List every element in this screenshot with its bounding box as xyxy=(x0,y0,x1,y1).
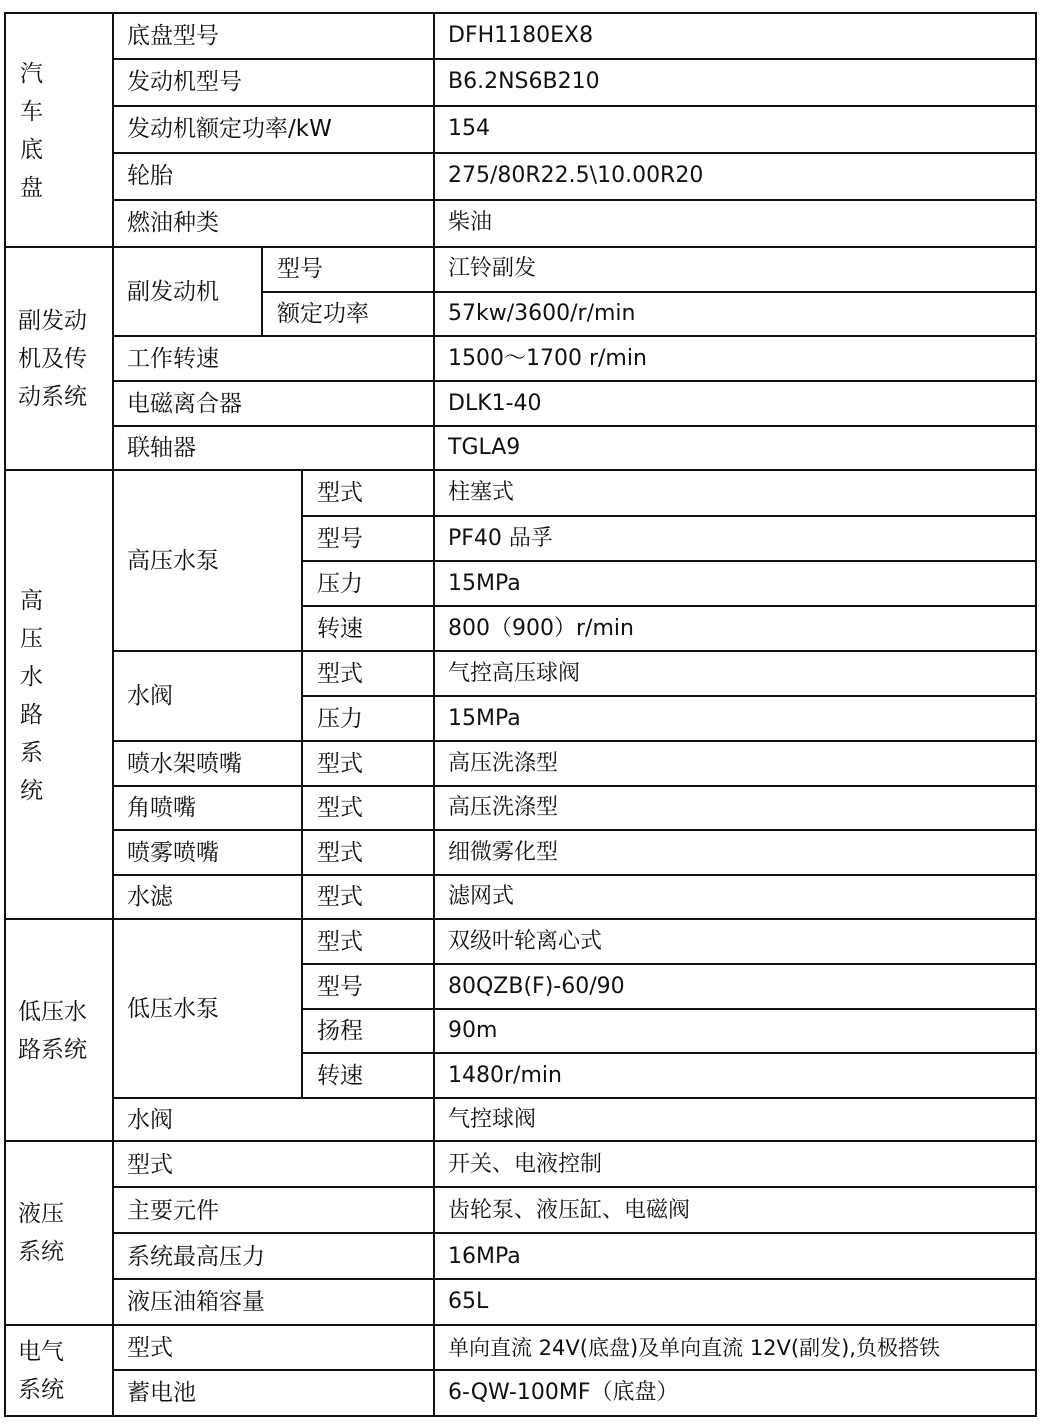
hp-other-label-0: 型式 xyxy=(317,751,363,777)
hyd-value-2: 16MPa xyxy=(448,1244,521,1269)
section-title-hydraulic: 液压 系统 xyxy=(18,1201,64,1265)
section-title-aux-engine: 副发动 机及传 动系统 xyxy=(18,308,87,410)
aux-value-1: DLK1-40 xyxy=(448,391,542,416)
hp-other-value-0: 高压洗涤型 xyxy=(448,751,559,776)
hp-other-label-2: 型式 xyxy=(317,840,363,866)
hp-other-value-1: 高压洗涤型 xyxy=(448,795,559,820)
lp-pump-sub-label-2: 扬程 xyxy=(317,1018,363,1044)
lp-pump-value-1: 80QZB(F)-60/90 xyxy=(448,974,625,999)
hp-other-name-0: 喷水架喷嘴 xyxy=(127,751,242,777)
chassis-value-1: B6.2NS6B210 xyxy=(448,69,600,94)
hp-valve-label: 水阀 xyxy=(127,683,173,709)
hp-pump-sub-label-0: 型式 xyxy=(317,480,363,506)
section-title-chassis: 汽 车 底 盘 xyxy=(20,61,43,201)
hyd-value-0: 开关、电液控制 xyxy=(448,1152,603,1177)
section-title-low-pressure: 低压水 路系统 xyxy=(18,999,87,1063)
hyd-value-3: 65L xyxy=(448,1289,489,1314)
hp-other-label-1: 型式 xyxy=(317,795,363,821)
chassis-value-0: DFH1180EX8 xyxy=(448,23,594,48)
chassis-label-1: 发动机型号 xyxy=(127,69,242,95)
lp-pump-value-2: 90m xyxy=(448,1018,498,1043)
chassis-value-2: 154 xyxy=(448,116,490,141)
hp-valve-sub-label-0: 型式 xyxy=(317,661,363,687)
hp-other-name-1: 角喷嘴 xyxy=(127,795,196,821)
hp-valve-value-1: 15MPa xyxy=(448,706,521,731)
aux-value-2: TGLA9 xyxy=(448,435,521,460)
section-title-high-pressure: 高 压 水 路 系 统 xyxy=(20,588,43,804)
lp-pump-sub-label-1: 型号 xyxy=(317,974,363,1000)
elec-value-1: 6-QW-100MF（底盘） xyxy=(448,1380,679,1405)
hyd-label-0: 型式 xyxy=(127,1152,173,1178)
hyd-label-2: 系统最高压力 xyxy=(127,1244,265,1270)
elec-value-0: 单向直流 24V(底盘)及单向直流 12V(副发),负极搭铁 xyxy=(448,1336,940,1360)
lp-pump-sub-label-3: 转速 xyxy=(317,1063,363,1089)
hp-other-name-3: 水滤 xyxy=(127,884,173,910)
hp-pump-value-0: 柱塞式 xyxy=(448,480,515,505)
hp-pump-sub-label-3: 转速 xyxy=(317,616,363,642)
aux-sub-label-0: 型号 xyxy=(277,256,323,282)
chassis-value-4: 柴油 xyxy=(448,210,493,235)
chassis-value-3: 275/80R22.5\10.00R20 xyxy=(448,163,704,188)
lp-pump-value-3: 1480r/min xyxy=(448,1063,562,1088)
hp-pump-label: 高压水泵 xyxy=(127,548,219,574)
hp-other-value-2: 细微雾化型 xyxy=(448,840,559,865)
hp-other-name-2: 喷雾喷嘴 xyxy=(127,840,219,866)
aux-label-0: 工作转速 xyxy=(127,346,219,372)
hp-pump-value-2: 15MPa xyxy=(448,571,521,596)
aux-sub-value-1: 57kw/3600/r/min xyxy=(448,301,636,326)
lp-pump-value-0: 双级叶轮离心式 xyxy=(448,929,603,954)
aux-sub-value-0: 江铃副发 xyxy=(448,256,537,281)
hyd-label-3: 液压油箱容量 xyxy=(127,1289,265,1315)
hyd-value-1: 齿轮泵、液压缸、电磁阀 xyxy=(448,1198,691,1223)
hyd-label-1: 主要元件 xyxy=(127,1198,219,1224)
aux-sub-label-1: 额定功率 xyxy=(277,301,369,327)
hp-other-label-3: 型式 xyxy=(317,884,363,910)
chassis-label-3: 轮胎 xyxy=(127,163,173,189)
chassis-label-2: 发动机额定功率/kW xyxy=(127,116,332,142)
hp-pump-value-1: PF40 品孚 xyxy=(448,526,553,551)
hp-other-value-3: 滤网式 xyxy=(448,884,515,909)
lp-valve-label: 水阀 xyxy=(127,1107,173,1133)
section-title-electrical: 电气 系统 xyxy=(18,1339,64,1403)
hp-pump-sub-label-1: 型号 xyxy=(317,526,363,552)
lp-pump-sub-label-0: 型式 xyxy=(317,929,363,955)
aux-value-0: 1500～1700 r/min xyxy=(448,346,647,371)
aux-label-2: 联轴器 xyxy=(127,435,196,461)
hp-valve-value-0: 气控高压球阀 xyxy=(448,661,581,686)
elec-label-0: 型式 xyxy=(127,1335,173,1361)
hp-pump-sub-label-2: 压力 xyxy=(317,571,363,597)
elec-label-1: 蓄电池 xyxy=(127,1380,196,1406)
lp-valve-value: 气控球阀 xyxy=(448,1107,537,1132)
aux-engine-group-label: 副发动机 xyxy=(127,279,219,305)
hp-valve-sub-label-1: 压力 xyxy=(317,706,363,732)
chassis-label-4: 燃油种类 xyxy=(127,210,219,236)
aux-label-1: 电磁离合器 xyxy=(127,391,242,417)
hp-pump-value-3: 800（900）r/min xyxy=(448,616,634,641)
lp-pump-label: 低压水泵 xyxy=(127,996,219,1022)
chassis-label-0: 底盘型号 xyxy=(127,23,219,49)
